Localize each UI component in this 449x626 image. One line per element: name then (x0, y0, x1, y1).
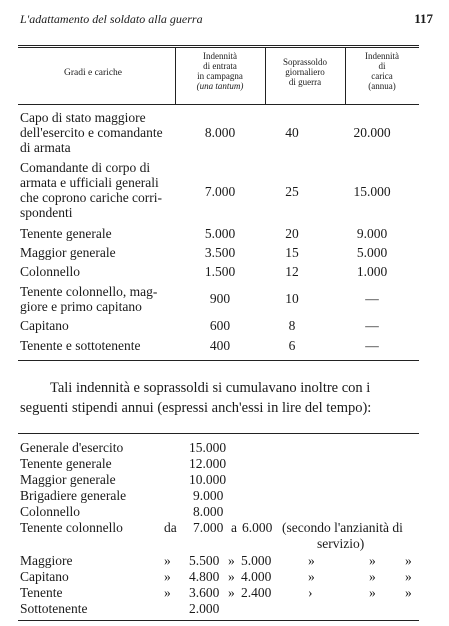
ditto-mark: » (369, 553, 376, 568)
entry-cell: 1.500 (204, 264, 236, 279)
salary-value: 2.000 (189, 601, 220, 616)
ditto-mark: » (228, 569, 235, 584)
daily-cell: 20 (285, 226, 299, 241)
rank-cell: Capo di stato maggiore dell'esercito e comandante di armata (20, 110, 163, 155)
salary-rank: Colonnello (20, 504, 80, 519)
page-number: 117 (414, 11, 433, 26)
col-header-office: Indennità di carica (annua) (365, 51, 399, 91)
ditto-mark: » (369, 585, 376, 600)
rank-cell: Colonnello (20, 264, 80, 279)
salary-value: 5.500 (189, 553, 220, 568)
header-bottom-rule (18, 104, 419, 105)
table-bottom-rule (18, 620, 419, 621)
office-cell: — (365, 291, 379, 306)
salary-value: 9.000 (193, 488, 224, 503)
ditto-mark: » (369, 569, 376, 584)
daily-cell: 10 (285, 291, 299, 306)
daily-cell: 40 (285, 125, 299, 140)
daily-cell: 12 (285, 264, 299, 279)
entry-cell: 600 (209, 318, 231, 333)
salary-rank: Sottotenente (20, 601, 88, 616)
office-cell: 9.000 (356, 226, 388, 241)
ditto-mark: » (228, 553, 235, 568)
ditto-mark: » (228, 585, 235, 600)
office-cell: 5.000 (356, 245, 388, 260)
ditto-mark: » (308, 569, 315, 584)
table-bottom-rule (18, 360, 419, 361)
salary-value-max: 4.000 (241, 569, 272, 584)
table-top-rule (18, 433, 419, 434)
salary-rank: Capitano (20, 569, 69, 584)
ditto-mark: » (405, 553, 412, 568)
rank-cell: Capitano (20, 318, 69, 333)
salary-rank: Tenente generale (20, 456, 112, 471)
ditto-mark: » (308, 553, 315, 568)
office-cell: 15.000 (353, 184, 391, 199)
salary-value: 3.600 (189, 585, 220, 600)
salary-rank: Maggiore (20, 553, 73, 568)
salary-value: 12.000 (189, 456, 227, 471)
entry-cell: 900 (209, 291, 231, 306)
to-word: a (231, 520, 237, 535)
col-header-ranks: Gradi e cariche (63, 68, 123, 78)
from-word: da (164, 520, 177, 535)
daily-cell: 6 (288, 338, 296, 353)
salary-value: 10.000 (189, 472, 227, 487)
col-header-daily: Soprassoldo giornaliero di guerra (282, 57, 327, 87)
body-paragraph: Tali indennità e soprassoldi si cumulavano inoltre con i seguenti stipendi annui (espressi anch'essi in lire del tempo): (20, 380, 372, 416)
office-cell: — (365, 338, 379, 353)
salary-value-max: 6.000 (242, 520, 273, 535)
office-cell: 1.000 (356, 264, 388, 279)
salary-rank: Generale d'esercito (20, 440, 124, 455)
rank-cell: Tenente colonnello, mag- giore e primo capitano (20, 284, 158, 314)
ditto-mark: » (405, 569, 412, 584)
entry-cell: 5.000 (204, 226, 236, 241)
rank-cell: Tenente e sottotenente (20, 338, 141, 353)
office-cell: — (365, 318, 379, 333)
entry-cell: 8.000 (204, 125, 236, 140)
salary-note: (secondo l'anzianità di (282, 520, 403, 535)
salary-rank: Brigadiere generale (20, 488, 127, 503)
rank-cell: Tenente generale (20, 226, 112, 241)
ditto-mark: » (164, 553, 171, 568)
entry-cell: 400 (209, 338, 231, 353)
rank-cell: Maggior generale (20, 245, 116, 260)
salary-rank: Tenente colonnello (20, 520, 123, 535)
office-cell: 20.000 (353, 125, 391, 140)
table-top-rule (18, 45, 419, 46)
ditto-mark: » (164, 569, 171, 584)
salary-value: 15.000 (189, 440, 227, 455)
salary-value: 4.800 (189, 569, 220, 584)
table-top-rule-double (18, 47, 419, 48)
salary-value-max: 2.400 (241, 585, 272, 600)
entry-cell: 7.000 (204, 184, 236, 199)
salary-value: 8.000 (193, 504, 224, 519)
daily-cell: 25 (285, 184, 299, 199)
rank-cell: Comandante di corpo di armata e ufficiali generali che coprono cariche corri- spondenti (20, 160, 163, 220)
ditto-mark: › (308, 585, 313, 600)
ditto-mark: » (164, 585, 171, 600)
salary-value-max: 5.000 (241, 553, 272, 568)
salary-note-cont: servizio) (317, 536, 365, 551)
running-header-title: L'adattamento del soldato alla guerra (20, 12, 203, 26)
salary-rank: Tenente (20, 585, 63, 600)
daily-cell: 8 (288, 318, 296, 333)
col-header-entry: Indennità di entrata in campagna (una tantum) (196, 51, 244, 91)
entry-cell: 3.500 (204, 245, 236, 260)
ditto-mark: » (405, 585, 412, 600)
salary-value: 7.000 (193, 520, 224, 535)
daily-cell: 15 (285, 245, 299, 260)
salary-rank: Maggior generale (20, 472, 116, 487)
